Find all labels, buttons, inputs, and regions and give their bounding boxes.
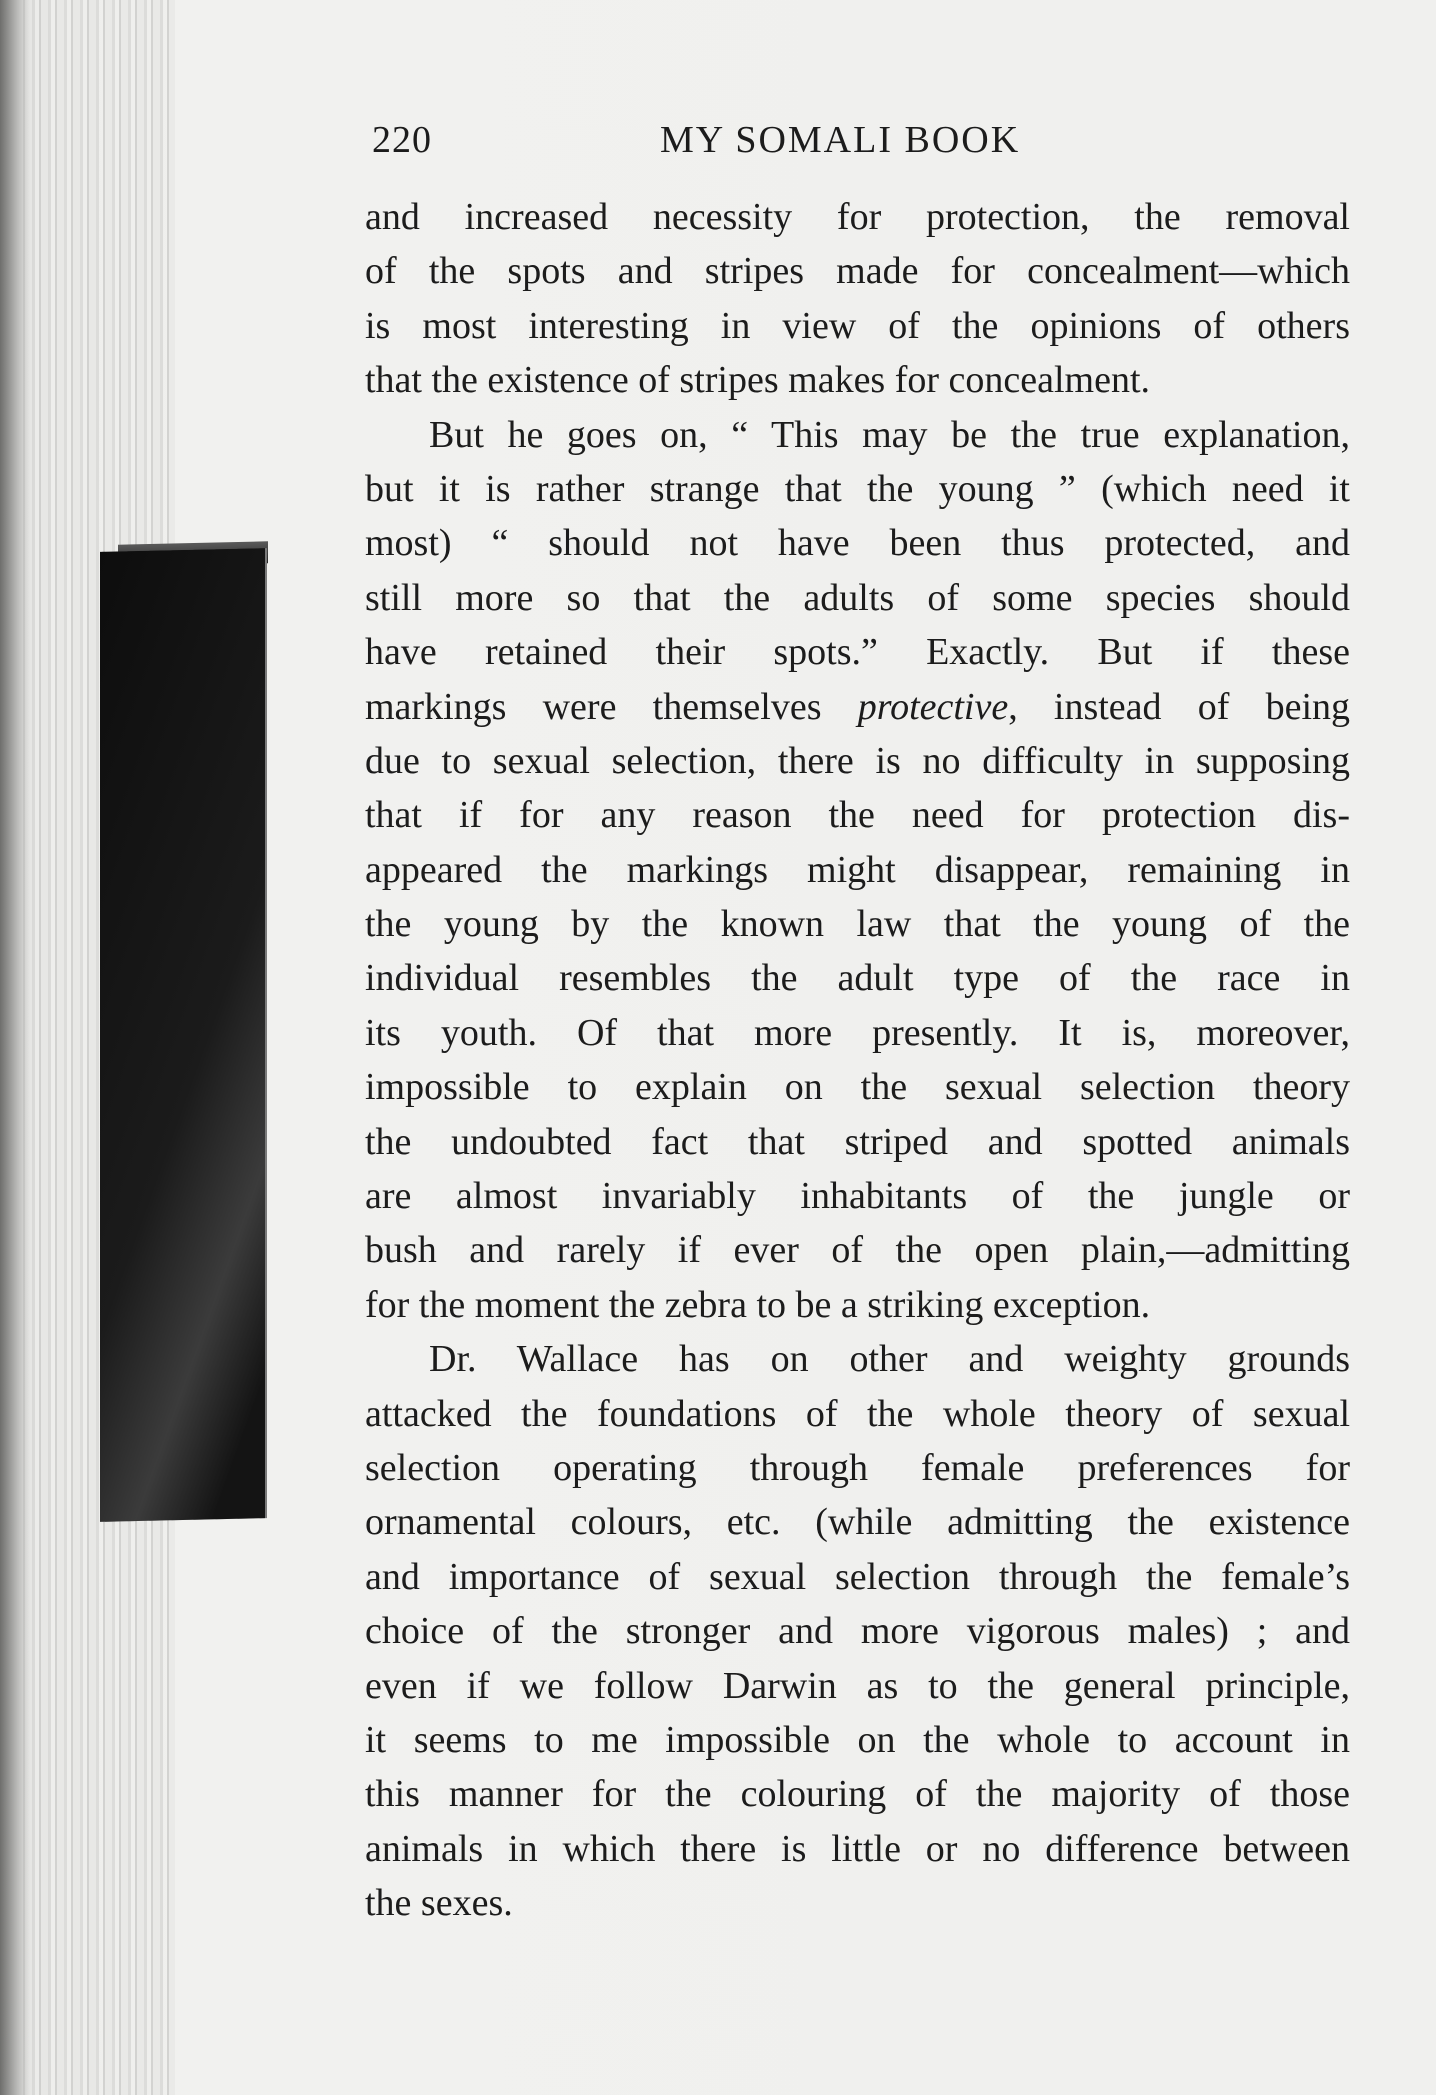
text-line: have retained their spots.” Exactly. But if these: [365, 631, 1350, 674]
text-line: of the spots and stripes made for concealment—which: [365, 250, 1350, 293]
text-line: choice of the stronger and more vigorous males) ; and: [365, 1610, 1350, 1653]
text-line: are almost invariably inhabitants of the jungle or: [365, 1175, 1350, 1218]
text-line: is most interesting in view of the opinions of others: [365, 304, 1350, 347]
text-line: But he goes on, “ This may be the true explanation,: [429, 413, 1350, 456]
text-line: still more so that the adults of some species should: [365, 576, 1350, 619]
text-line: most) “ should not have been thus protected, and: [365, 522, 1350, 565]
binding-shadow: [0, 0, 30, 2095]
text-line: it seems to me impossible on the whole to account in: [365, 1718, 1350, 1761]
bookmark-ribbon: [100, 548, 265, 1522]
text-line: and increased necessity for protection, the removal: [365, 196, 1350, 238]
text-line: Dr. Wallace has on other and weighty grounds: [429, 1338, 1350, 1381]
text-line: that if for any reason the need for protection dis-: [365, 794, 1350, 837]
running-title: MY SOMALI BOOK: [660, 119, 1021, 161]
text-line: and importance of sexual selection through the female’s: [365, 1555, 1350, 1598]
text-line: due to sexual selection, there is no difficulty in supposing: [365, 739, 1350, 782]
text-line: but it is rather strange that the young ” (which need it: [365, 467, 1350, 510]
text-line: appeared the markings might disappear, remaining in: [365, 848, 1350, 891]
text-line: attacked the foundations of the whole theory of sexual: [365, 1392, 1350, 1435]
text-line: the young by the known law that the young of the: [365, 903, 1350, 946]
page-number: 220: [372, 119, 432, 161]
text-line: its youth. Of that more presently. It is, moreover,: [365, 1011, 1350, 1054]
text-line: ornamental colours, etc. (while admitting the existence: [365, 1501, 1350, 1544]
text-line: animals in which there is little or no difference between: [365, 1827, 1350, 1870]
text-line: for the moment the zebra to be a striking exception.: [365, 1283, 1151, 1326]
text-line: the undoubted fact that striped and spotted animals: [365, 1120, 1350, 1163]
text-line: impossible to explain on the sexual selection theory: [365, 1066, 1350, 1109]
text-line: that the existence of stripes makes for concealment.: [365, 359, 1151, 402]
text-line: markings were themselves protective, instead of being: [365, 685, 1350, 728]
text-line: the sexes.: [365, 1882, 513, 1925]
text-line: selection operating through female preferences for: [365, 1446, 1350, 1489]
text-line: individual resembles the adult type of the race in: [365, 957, 1350, 1000]
running-header: [372, 118, 1372, 168]
body-text: [365, 190, 1350, 1931]
text-line: this manner for the colouring of the majority of those: [365, 1773, 1350, 1816]
text-line: bush and rarely if ever of the open plain,—admitting: [365, 1229, 1350, 1272]
text-line: even if we follow Darwin as to the general principle,: [365, 1664, 1350, 1707]
